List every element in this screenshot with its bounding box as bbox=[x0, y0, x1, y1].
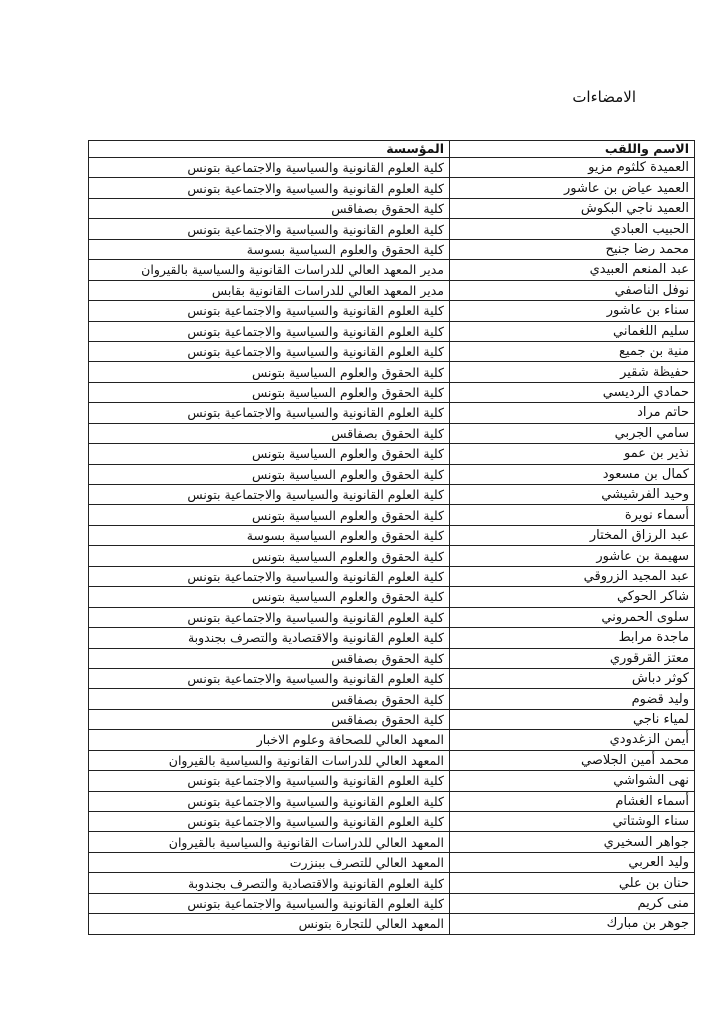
table-row bbox=[89, 362, 695, 382]
name-cell: عبد المنعم العبيدي bbox=[450, 260, 695, 280]
institution-cell: كلية العلوم القانونية والسياسية والاجتماعية بتونس bbox=[89, 812, 450, 832]
institution-cell: كلية العلوم القانونية والاقتصادية والتصرف بجندوبة bbox=[89, 873, 450, 893]
table-row bbox=[89, 403, 695, 423]
table-row bbox=[89, 893, 695, 913]
table-row bbox=[89, 607, 695, 627]
table-row bbox=[89, 198, 695, 218]
name-cell: حنان بن علي bbox=[450, 873, 695, 893]
institution-cell: كلية الحقوق بصفاقس bbox=[89, 198, 450, 218]
name-cell: سناء بن عاشور bbox=[450, 301, 695, 321]
table-row bbox=[89, 750, 695, 770]
name-cell: شاكر الحوكي bbox=[450, 587, 695, 607]
table-row bbox=[89, 239, 695, 259]
name-cell: الحبيب العبادي bbox=[450, 219, 695, 239]
institution-cell: كلية العلوم القانونية والسياسية والاجتماعية بتونس bbox=[89, 403, 450, 423]
name-cell: حاتم مراد bbox=[450, 403, 695, 423]
table-row bbox=[89, 709, 695, 729]
name-cell: أسماء نويرة bbox=[450, 505, 695, 525]
table-row bbox=[89, 464, 695, 484]
institution-cell: كلية الحقوق والعلوم السياسية بتونس bbox=[89, 505, 450, 525]
table-row bbox=[89, 587, 695, 607]
institution-cell: كلية الحقوق والعلوم السياسية بسوسة bbox=[89, 239, 450, 259]
page-title: الامضاءات bbox=[572, 89, 636, 106]
signatures-table bbox=[88, 140, 695, 935]
name-cell: نذير بن عمو bbox=[450, 444, 695, 464]
name-cell: العميد عياض بن عاشور bbox=[450, 178, 695, 198]
institution-cell: كلية العلوم القانونية والسياسية والاجتماعية بتونس bbox=[89, 219, 450, 239]
table-header-row bbox=[89, 141, 695, 158]
institution-cell: المعهد العالي للصحافة وعلوم الاخبار bbox=[89, 730, 450, 750]
table-row bbox=[89, 730, 695, 750]
table-row bbox=[89, 812, 695, 832]
name-cell: محمد أمين الجلاصي bbox=[450, 750, 695, 770]
institution-cell: المعهد العالي للتجارة بتونس bbox=[89, 914, 450, 934]
institution-cell: المعهد العالي للدراسات القانونية والسياسية بالقيروان bbox=[89, 832, 450, 852]
name-cell: نهى الشواشي bbox=[450, 771, 695, 791]
institution-cell: كلية الحقوق بصفاقس bbox=[89, 709, 450, 729]
institution-cell: كلية العلوم القانونية والسياسية والاجتماعية بتونس bbox=[89, 771, 450, 791]
table-row bbox=[89, 648, 695, 668]
institution-cell: كلية الحقوق والعلوم السياسية بسوسة bbox=[89, 525, 450, 545]
institution-cell: كلية العلوم القانونية والسياسية والاجتماعية بتونس bbox=[89, 158, 450, 178]
name-cell: حفيظة شقير bbox=[450, 362, 695, 382]
table-row bbox=[89, 566, 695, 586]
column-header-name: الاسم واللقب bbox=[450, 141, 695, 158]
institution-cell: كلية الحقوق والعلوم السياسية بتونس bbox=[89, 546, 450, 566]
name-cell: محمد رضا جنيح bbox=[450, 239, 695, 259]
institution-cell: كلية الحقوق بصفاقس bbox=[89, 689, 450, 709]
name-cell: منى كريم bbox=[450, 893, 695, 913]
institution-cell: كلية العلوم القانونية والسياسية والاجتماعية بتونس bbox=[89, 341, 450, 361]
table-row bbox=[89, 914, 695, 934]
name-cell: أسماء الغشام bbox=[450, 791, 695, 811]
column-header-institution: المؤسسة bbox=[89, 141, 450, 158]
name-cell: لمياء ناجي bbox=[450, 709, 695, 729]
name-cell: وحيد الفرشيشي bbox=[450, 485, 695, 505]
institution-cell: كلية العلوم القانونية والسياسية والاجتماعية بتونس bbox=[89, 301, 450, 321]
table-row bbox=[89, 525, 695, 545]
name-cell: سامي الجربي bbox=[450, 423, 695, 443]
institution-cell: كلية العلوم القانونية والاقتصادية والتصرف بجندوبة bbox=[89, 628, 450, 648]
name-cell: سليم اللغماني bbox=[450, 321, 695, 341]
institution-cell: كلية العلوم القانونية والسياسية والاجتماعية بتونس bbox=[89, 485, 450, 505]
table-row bbox=[89, 280, 695, 300]
institution-cell: كلية الحقوق والعلوم السياسية بتونس bbox=[89, 587, 450, 607]
table-row bbox=[89, 158, 695, 178]
table-row bbox=[89, 505, 695, 525]
name-cell: منية بن جميع bbox=[450, 341, 695, 361]
name-cell: وليد قضوم bbox=[450, 689, 695, 709]
table-row bbox=[89, 852, 695, 872]
institution-cell: مدير المعهد العالي للدراسات القانونية بقابس bbox=[89, 280, 450, 300]
table-row bbox=[89, 771, 695, 791]
table-row bbox=[89, 485, 695, 505]
name-cell: جواهر السخيري bbox=[450, 832, 695, 852]
institution-cell: كلية الحقوق بصفاقس bbox=[89, 648, 450, 668]
table-row bbox=[89, 178, 695, 198]
institution-cell: المعهد العالي للدراسات القانونية والسياسية بالقيروان bbox=[89, 750, 450, 770]
name-cell: معتز القرقوري bbox=[450, 648, 695, 668]
institution-cell: كلية الحقوق والعلوم السياسية بتونس bbox=[89, 382, 450, 402]
name-cell: كوثر دباش bbox=[450, 668, 695, 688]
institution-cell: كلية العلوم القانونية والسياسية والاجتماعية بتونس bbox=[89, 791, 450, 811]
name-cell: سناء الوشتاتي bbox=[450, 812, 695, 832]
table-row bbox=[89, 628, 695, 648]
table-row bbox=[89, 689, 695, 709]
table-body bbox=[89, 158, 695, 935]
table-row bbox=[89, 444, 695, 464]
name-cell: وليد العربي bbox=[450, 852, 695, 872]
table-row bbox=[89, 219, 695, 239]
name-cell: عبد الرزاق المختار bbox=[450, 525, 695, 545]
name-cell: جوهر بن مبارك bbox=[450, 914, 695, 934]
institution-cell: كلية الحقوق والعلوم السياسية بتونس bbox=[89, 464, 450, 484]
institution-cell: كلية العلوم القانونية والسياسية والاجتماعية بتونس bbox=[89, 321, 450, 341]
table-row bbox=[89, 423, 695, 443]
name-cell: سهيمة بن عاشور bbox=[450, 546, 695, 566]
table-row bbox=[89, 873, 695, 893]
institution-cell: كلية الحقوق والعلوم السياسية بتونس bbox=[89, 444, 450, 464]
table-row bbox=[89, 832, 695, 852]
name-cell: أيمن الزغدودي bbox=[450, 730, 695, 750]
table-row bbox=[89, 301, 695, 321]
name-cell: عبد المجيد الزروقي bbox=[450, 566, 695, 586]
table-row bbox=[89, 341, 695, 361]
institution-cell: كلية العلوم القانونية والسياسية والاجتماعية بتونس bbox=[89, 607, 450, 627]
name-cell: ماجدة مرابط bbox=[450, 628, 695, 648]
institution-cell: مدير المعهد العالي للدراسات القانونية والسياسية بالقيروان bbox=[89, 260, 450, 280]
name-cell: نوفل الناصفي bbox=[450, 280, 695, 300]
name-cell: سلوى الحمروني bbox=[450, 607, 695, 627]
institution-cell: كلية الحقوق بصفاقس bbox=[89, 423, 450, 443]
name-cell: العميد ناجي البكوش bbox=[450, 198, 695, 218]
institution-cell: كلية العلوم القانونية والسياسية والاجتماعية بتونس bbox=[89, 566, 450, 586]
institution-cell: كلية العلوم القانونية والسياسية والاجتماعية بتونس bbox=[89, 178, 450, 198]
table-row bbox=[89, 546, 695, 566]
table-row bbox=[89, 260, 695, 280]
institution-cell: المعهد العالي للتصرف ببنزرت bbox=[89, 852, 450, 872]
institution-cell: كلية العلوم القانونية والسياسية والاجتماعية بتونس bbox=[89, 668, 450, 688]
table-row bbox=[89, 321, 695, 341]
institution-cell: كلية العلوم القانونية والسياسية والاجتماعية بتونس bbox=[89, 893, 450, 913]
table-row bbox=[89, 668, 695, 688]
name-cell: كمال بن مسعود bbox=[450, 464, 695, 484]
table-row bbox=[89, 791, 695, 811]
name-cell: العميدة كلثوم مزيو bbox=[450, 158, 695, 178]
institution-cell: كلية الحقوق والعلوم السياسية بتونس bbox=[89, 362, 450, 382]
name-cell: حمادي الرديسي bbox=[450, 382, 695, 402]
table-row bbox=[89, 382, 695, 402]
